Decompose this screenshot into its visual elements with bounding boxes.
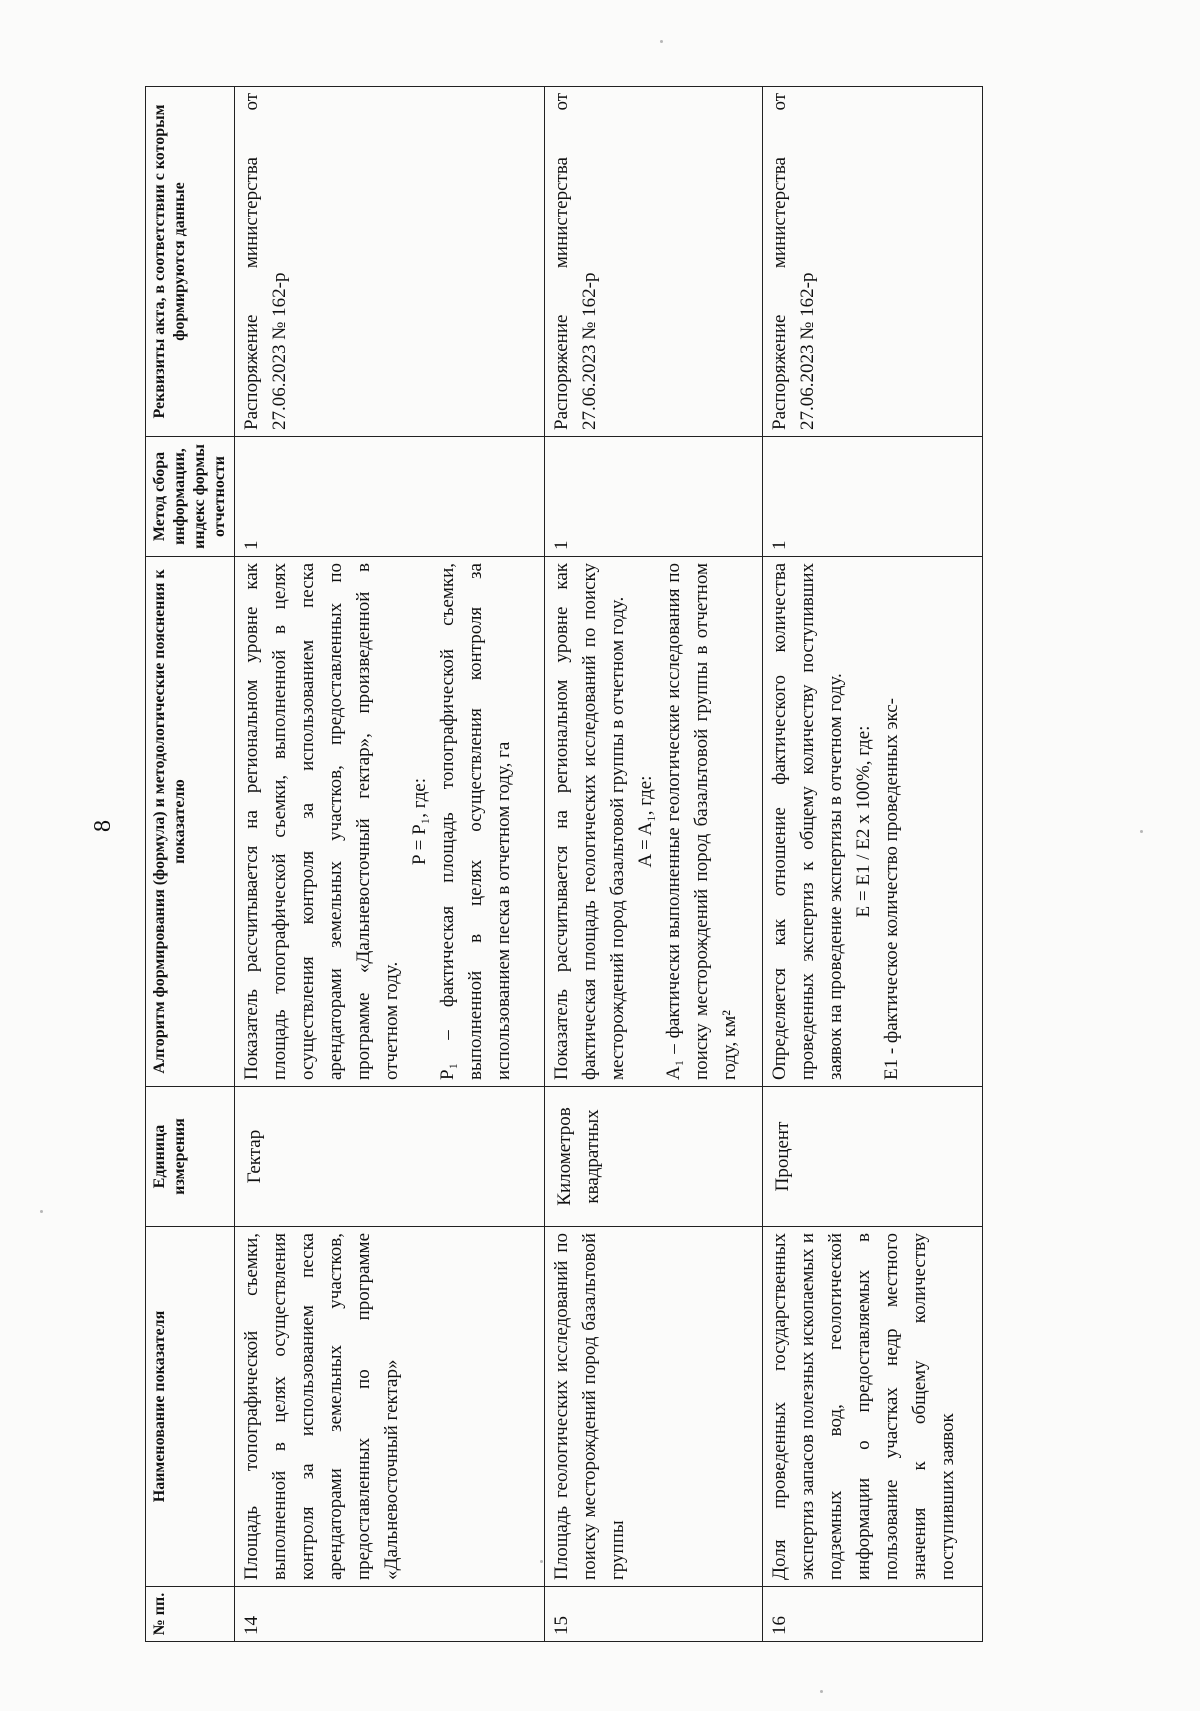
act-requisites: Распоряжение министерства от 27.06.2023 № 162-р [545,87,763,437]
row-number: 14 [235,1587,545,1642]
table-header-row [146,87,235,1642]
rotated-table-wrapper [145,87,983,1642]
row-number: 15 [545,1587,763,1642]
act-requisites: Распоряжение министерства от 27.06.2023 № 162-р [763,87,983,437]
algorithm-formula: E = E1 / E2 x 100%, где: [853,725,874,918]
header-unit: Единица измерения [146,1087,235,1227]
header-requisites: Реквизиты акта, в соответствии с которым формируются данные [146,87,235,437]
table-row [235,87,545,1642]
indicator-name: Доля проведенных государственных экспертиз запасов полезных ископаемых и подземных вод, геологической информации о предоставляемых в пользование участках недр местного значения к общему количеству поступивших заявок [763,1227,983,1587]
algorithm-formula: A = A₁, где: [635,775,656,868]
algorithm-note: E1 - фактическое количество проведенных экс- [881,698,902,1080]
algorithm-note: A₁ – фактически выполненные геологические исследования по поиску месторождений пород базальтовой группы в отчетном году, км² [663,563,740,1080]
header-algorithm: Алгоритм формирования (формула) и методологические пояснения к показателю [146,557,235,1087]
scan-speck [660,40,663,43]
algorithm-intro: Определяется как отношение фактического количества проведенных экспертиз к общему количеству поступивших заявок на проведение экспертизы в отчетном году. [769,563,846,1080]
header-num: № пп. [146,1587,235,1642]
indicator-name: Площадь геологических исследований по поиску месторождений пород базальтовой группы [545,1227,763,1587]
algorithm-cell [763,557,983,1087]
indicators-table [145,86,983,1642]
indicator-name: Площадь топографической съемки, выполненной в целях осуществления контроля за использованием песка арендаторами земельных участков, предоставленных по программе «Дальневосточный гектар» [235,1227,545,1587]
row-number: 16 [763,1587,983,1642]
unit-of-measure: Гектар [235,1087,545,1227]
scan-speck [820,1690,823,1693]
algorithm-cell [545,557,763,1087]
algorithm-intro: Показатель рассчитывается на региональном уровне как фактическая площадь геологических исследований по поиску месторождений пород базальтовой группы в отчетном году. [551,563,628,1080]
unit-of-measure: Километров квадратных [545,1087,763,1227]
collection-method: 1 [763,437,983,557]
algorithm-cell [235,557,545,1087]
table-row [545,87,763,1642]
collection-method: 1 [235,437,545,557]
scan-speck [40,1210,43,1213]
page-number: 8 [90,820,116,832]
collection-method: 1 [545,437,763,557]
unit-of-measure: Процент [763,1087,983,1227]
scan-speck [1140,830,1143,833]
algorithm-formula: P = P₁, где: [409,778,430,865]
table-row [763,87,983,1642]
scan-speck [540,1560,543,1563]
algorithm-note: P₁ – фактическая площадь топографической съемки, выполненной в целях осуществления контроля за использованием песка в отчетном году, га [437,563,514,1080]
algorithm-intro: Показатель рассчитывается на региональном уровне как площадь топографической съемки, выполненной в целях осуществления контроля за использованием песка арендаторами земельных участков, предоставленных по программе «Дальневосточный гектар», произведенной в отчетном году. [241,563,402,1080]
header-method: Метод сбора информации, индекс формы отчетности [146,437,235,557]
header-name: Наименование показателя [146,1227,235,1587]
act-requisites: Распоряжение министерства от 27.06.2023 № 162-р [235,87,545,437]
